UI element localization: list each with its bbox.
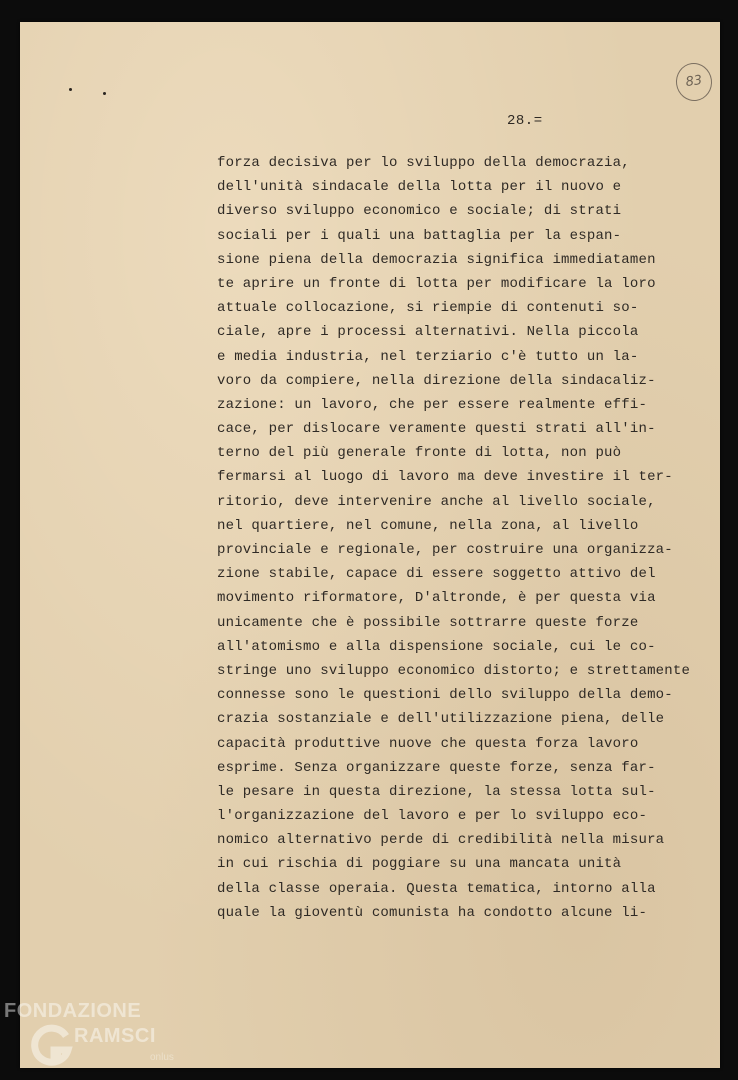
- text-line: crazia sostanziale e dell'utilizzazione piena, delle: [217, 711, 665, 728]
- text-line: connesse sono le questioni dello sviluppo della demo-: [217, 687, 673, 704]
- text-line: dell'unità sindacale della lotta per il nuovo e: [217, 179, 622, 196]
- text-line: zione stabile, capace di essere soggetto attivo del: [217, 566, 656, 583]
- text-line: e media industria, nel terziario c'è tutto un la-: [217, 348, 639, 365]
- text-line: cace, per dislocare veramente questi strati all'in-: [217, 421, 656, 438]
- watermark-line-3: onlus: [150, 1052, 174, 1063]
- text-line: diverso sviluppo economico e sociale; di strati: [217, 203, 622, 220]
- paper-speck: [69, 88, 72, 91]
- text-line: ritorio, deve intervenire anche al livello sociale,: [217, 493, 656, 510]
- text-line: unicamente che è possibile sottrarre queste forze: [217, 614, 639, 631]
- text-line: le pesare in questa direzione, la stessa lotta sul-: [217, 783, 656, 800]
- text-line: terno del più generale fronte di lotta, non può: [217, 445, 622, 462]
- text-line: provinciale e regionale, per costruire una organizza-: [217, 542, 673, 558]
- paper-speck: [103, 92, 106, 95]
- gramsci-g-logo-icon: [30, 1024, 74, 1068]
- text-line: ciale, apre i processi alternativi. Nella piccola: [217, 324, 639, 341]
- watermark-line-2: RAMSCI: [74, 1025, 156, 1047]
- text-line: nel quartiere, nel comune, nella zona, al livello: [217, 517, 639, 534]
- text-line: della classe operaia. Questa tematica, intorno alla: [217, 880, 656, 897]
- text-line: capacità produttive nuove che questa forza lavoro: [217, 735, 639, 752]
- text-line: all'atomismo e alla dispensione sociale, cui le co-: [217, 638, 656, 655]
- text-line: forza decisiva per lo sviluppo della democrazia,: [217, 155, 630, 171]
- watermark-line-1: FONDAZIONE: [4, 1000, 142, 1022]
- fondazione-gramsci-watermark: [4, 1000, 184, 1076]
- typewritten-text: [217, 151, 691, 925]
- text-line: stringe uno sviluppo economico distorto; e strettamente: [217, 662, 691, 679]
- text-line: te aprire un fronte di lotta per modificare la loro: [217, 275, 656, 292]
- text-line: in cui rischia di poggiare su una mancata unità: [217, 856, 622, 873]
- text-line: quale la gioventù comunista ha condotto alcune li-: [217, 904, 648, 921]
- text-line: sione piena della democrazia significa immediatamen: [217, 251, 656, 268]
- text-line: voro da compiere, nella direzione della sindacaliz-: [217, 372, 656, 389]
- archive-number-stamp: 83: [674, 61, 715, 104]
- text-line: nomico alternativo perde di credibilità nella misura: [217, 832, 665, 849]
- text-line: l'organizzazione del lavoro e per lo sviluppo eco-: [217, 808, 648, 825]
- text-line: attuale collocazione, si riempie di contenuti so-: [217, 300, 639, 317]
- text-line: sociali per i quali una battaglia per la espan-: [217, 227, 622, 244]
- text-line: zazione: un lavoro, che per essere realmente effi-: [217, 396, 648, 413]
- text-line: fermarsi al luogo di lavoro ma deve investire il ter-: [217, 469, 673, 486]
- page-number: 28.=: [507, 113, 543, 129]
- text-line: esprime. Senza organizzare queste forze, senza far-: [217, 759, 656, 776]
- text-line: movimento riformatore, D'altronde, è per questa via: [217, 590, 656, 607]
